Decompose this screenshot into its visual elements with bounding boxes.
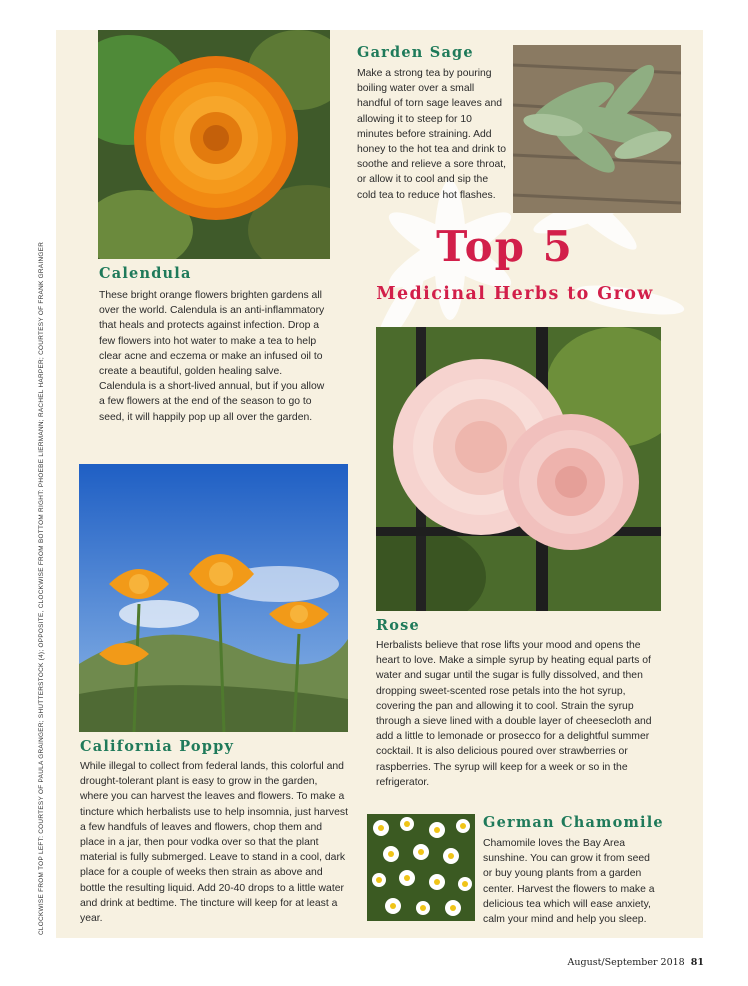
rose-heading: Rose	[376, 617, 420, 634]
german-chamomile-text: Chamomile loves the Bay Area sunshine. You can grow it from seed or buy young plants from a garden center. Harvest the flowers to make a delicious tea which will ease anxiety, calm your mind and help you sleep.	[483, 838, 655, 926]
california-poppy-text: While illegal to collect from federal lands, this colorful and drought-tolerant plant is easy to grow in the garden, where you can harvest the leaves and flowers. To make a tincture which herbalists use to help insomnia, just harvest a few handfuls of leaves and flowers, chop them and place in a jar, then pour vodka over so that the plant material is fully submerged. Leave to stand in a cool, dark place for a couple of weeks then strain as above and bottle the resulting liquid. Add 20-40 drops to a little water and drink at bedtime. The tincture will keep for at least a year.	[80, 761, 348, 925]
issue-date: August/September 2018	[567, 957, 685, 968]
sage-text: Make a strong tea by pouring boiling water over a small handful of torn sage leaves and allowing it to steep for 10 minutes before straining. Add honey to the hot tea and drink to soothe and relieve a sore throat, or allow it to cool and sip the cold tea to reduce hot flashes.	[357, 68, 507, 201]
calendula-text: These bright orange flowers brighten gardens all over the world. Calendula is an anti-inflammatory that heals and protects against infection. Drop a few flowers into hot water to make a tea to help clear acne and eczema or make an infused oil to create a beautiful, golden healing salve. Calendula is a short-lived annual, but if you allow a few flowers at the end of the season to go to seed, it will happily pop up all over the garden.	[99, 290, 325, 423]
sage-photo	[513, 45, 681, 213]
calendula-photo	[98, 30, 330, 259]
page-number: 81	[690, 957, 704, 968]
rose-text: Herbalists believe that rose lifts your mood and opens the heart to love. Make a simple syrup by heating equal parts of water and sugar until the sugar is fully dissolved, and then dropping sweet-scented rose petals into the hot syrup, covering the pan and allowing it to cool. Strain the syrup through a sieve lined with a double layer of cheesecloth and add a little to lemonade or prosecco for a delightful summer cocktail. It is also delicious poured over strawberries or raspberries. The syrup will keep for a week or so in the refrigerator.	[376, 640, 652, 788]
sage-heading: Garden Sage	[357, 44, 474, 61]
photo-credit: CLOCKWISE FROM TOP LEFT: COURTESY OF PAULA GRAINGER; SHUTTERSTOCK (4); OPPOSITE, CLOCKWISE FROM BOTTOM RIGHT: PHOEBE LIERMANN; RACHEL HARPER; COURTESY OF FRANK GRAINGER	[38, 241, 45, 935]
rose-photo	[376, 327, 661, 611]
folio	[568, 957, 704, 968]
feature-title: Top 5	[436, 222, 574, 271]
california-poppy-heading: California Poppy	[80, 738, 235, 755]
chamomile-photo	[367, 814, 475, 921]
feature-subtitle: Medicinal Herbs to Grow	[376, 284, 654, 304]
calendula-heading: Calendula	[99, 265, 192, 282]
german-chamomile-heading: German Chamomile	[483, 814, 664, 831]
california-poppy-photo	[79, 464, 348, 732]
